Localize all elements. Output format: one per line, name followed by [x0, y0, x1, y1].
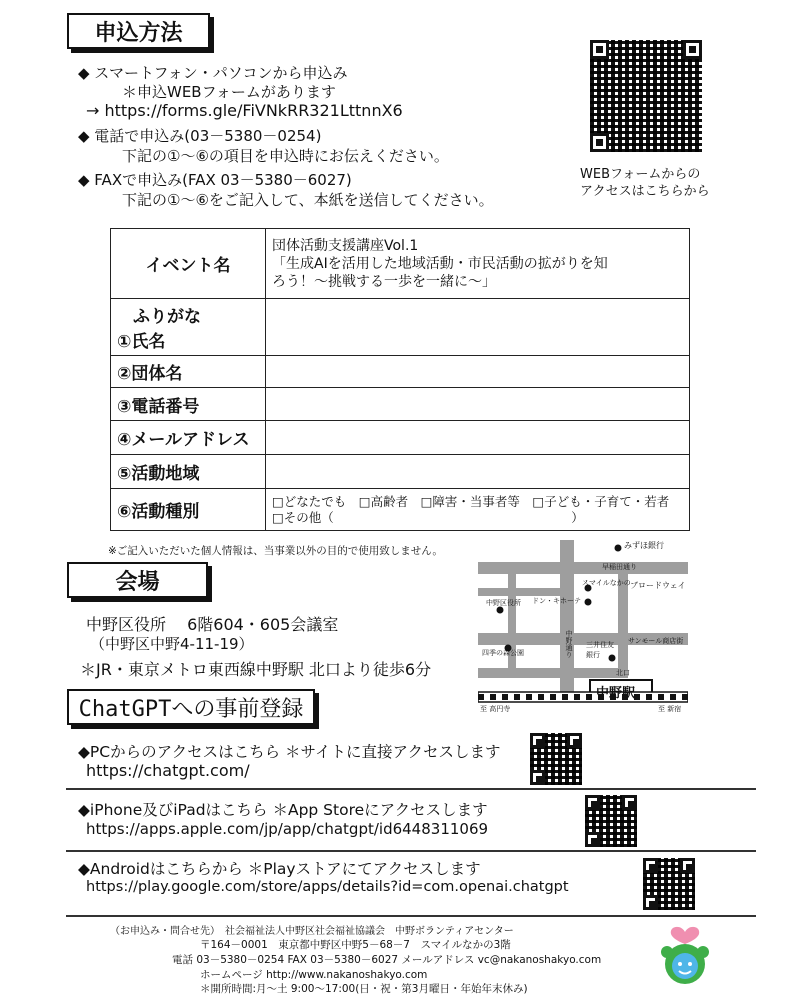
- qr-code-icon[interactable]: [530, 733, 582, 785]
- qr-code-icon[interactable]: [643, 858, 695, 910]
- apply-line-6: ◆ FAXで申込み(FAX 03－5380－6027): [78, 171, 352, 189]
- footer-line-2: 〒164－0001 東京都中野区中野5－68－7 スマイルなかの3階: [200, 939, 511, 951]
- qr-caption-2: アクセスはこちらから: [580, 184, 710, 199]
- chatgpt-pc-link[interactable]: https://chatgpt.com/: [86, 761, 250, 780]
- type-options-line-2: □その他（ ）: [272, 509, 584, 525]
- chatgpt-android-link[interactable]: https://play.google.com/store/apps/details?id=com.openai.chatgpt: [86, 879, 569, 895]
- application-form-table: [110, 228, 690, 531]
- map-label-kitaguchi: 北口: [616, 669, 630, 677]
- venue-line-3: ＊JR・東京メトロ東西線中野駅 北口より徒歩6分: [80, 660, 432, 679]
- event-label: イベント名: [111, 229, 266, 299]
- apply-line-5: 下記の①～⑥の項目を申込時にお伝えください。: [122, 147, 449, 165]
- venue-line-2: （中野区中野4-11-19）: [90, 635, 254, 653]
- email-label: ④メールアドレス: [111, 421, 266, 455]
- type-options-line-1: □どなたでも □高齢者 □障害・当事者等 □子ども・子育て・若者: [272, 493, 670, 509]
- map-label-donki: ドン・キホーテ: [532, 597, 581, 605]
- email-field[interactable]: [266, 421, 690, 455]
- type-label: ⑥活動種別: [111, 489, 266, 531]
- phone-label: ③電話番号: [111, 388, 266, 421]
- map-label-smile: スマイルなかの: [582, 579, 631, 587]
- type-options[interactable]: [266, 489, 690, 531]
- area-field[interactable]: [266, 455, 690, 489]
- area-label: ⑤活動地域: [111, 455, 266, 489]
- map-label-nakano-dori: 中野通り: [565, 630, 573, 658]
- footer-line-1: （お申込み・問合せ先） 社会福祉法人中野区社会福祉協議会 中野ボランティアセンター: [110, 926, 514, 937]
- name-field[interactable]: [266, 299, 690, 356]
- map-label-station: 中野駅: [596, 686, 636, 701]
- section-title-apply: 申込方法: [67, 13, 210, 49]
- heart-mascot-logo: [655, 922, 715, 988]
- event-line-3: ろう！～挑戦する一歩を一緒に～」: [272, 273, 496, 290]
- qr-caption-1: WEBフォームからの: [580, 167, 701, 182]
- event-line-1: 団体活動支援講座Vol.1: [272, 237, 419, 254]
- org-field[interactable]: [266, 356, 690, 388]
- footer-line-4: ホームページ http://www.nakanoshakyo.com: [200, 969, 428, 981]
- name-label: ①氏名: [117, 332, 166, 352]
- map-svg: [478, 540, 688, 715]
- map-label-broadway: ブロードウェイ: [630, 581, 686, 590]
- furigana-label: ふりがな: [133, 307, 201, 327]
- qr-code-icon[interactable]: [590, 40, 702, 152]
- map-label-mitsui: 三井住友銀行: [586, 641, 614, 659]
- venue-line-1: 中野区役所 6階604・605会議室: [86, 615, 339, 634]
- apply-form-link[interactable]: → https://forms.gle/FiVNkRR321LttnnX6: [86, 101, 403, 120]
- chatgpt-pc-line: ◆PCからのアクセスはこちら ＊サイトに直接アクセスします: [78, 743, 501, 761]
- divider: [66, 915, 756, 917]
- privacy-note: ※ご記入いただいた個人情報は、当事業以外の目的で使用致しません。: [108, 545, 443, 557]
- divider: [66, 788, 756, 790]
- name-label-cell: [111, 299, 266, 356]
- map-label-mizuho: みずほ銀行: [624, 541, 664, 550]
- footer-line-5: ＊開所時間:月～土 9:00～17:00(日・祝・第3月曜日・年始年末休み): [200, 983, 528, 995]
- event-line-2: 「生成AIを活用した地域活動・市民活動の拡がりを知: [272, 255, 608, 272]
- section-title-chatgpt: ChatGPTへの事前登録: [67, 689, 315, 725]
- qr-code-icon[interactable]: [585, 795, 637, 847]
- apply-line-2: ＊申込WEBフォームがあります: [122, 83, 336, 101]
- chatgpt-android-line: ◆Androidはこちらから ＊Playストアにてアクセスします: [78, 860, 481, 878]
- apply-line-7: 下記の①～⑥をご記入して、本紙を送信してください。: [122, 191, 494, 209]
- access-map: [478, 540, 688, 715]
- map-label-kuyakusho: 中野区役所: [486, 599, 521, 607]
- phone-field[interactable]: [266, 388, 690, 421]
- chatgpt-ios-link[interactable]: https://apps.apple.com/jp/app/chatgpt/id6448311069: [86, 820, 489, 838]
- org-label: ②団体名: [111, 356, 266, 388]
- chatgpt-ios-line: ◆iPhone及びiPadはこちら ＊App Storeにアクセスします: [78, 801, 488, 819]
- apply-line-1: ◆ スマートフォン・パソコンから申込み: [78, 64, 348, 82]
- map-label-waseda: 早稲田通り: [602, 563, 637, 571]
- event-name-cell: [266, 229, 690, 299]
- map-label-to-shinjuku: 至 新宿: [658, 705, 682, 713]
- map-label-sunmall: サンモール商店街: [628, 637, 684, 645]
- apply-line-4: ◆ 電話で申込み(03－5380－0254): [78, 127, 322, 145]
- map-label-to-koenji: 至 高円寺: [480, 705, 511, 713]
- map-label-shiki: 四季の森公園: [482, 649, 524, 657]
- section-title-venue: 会場: [67, 562, 208, 598]
- divider: [66, 850, 756, 852]
- footer-line-3: 電話 03－5380－0254 FAX 03－5380－6027 メールアドレス vc@nakanoshakyo.com: [172, 954, 602, 966]
